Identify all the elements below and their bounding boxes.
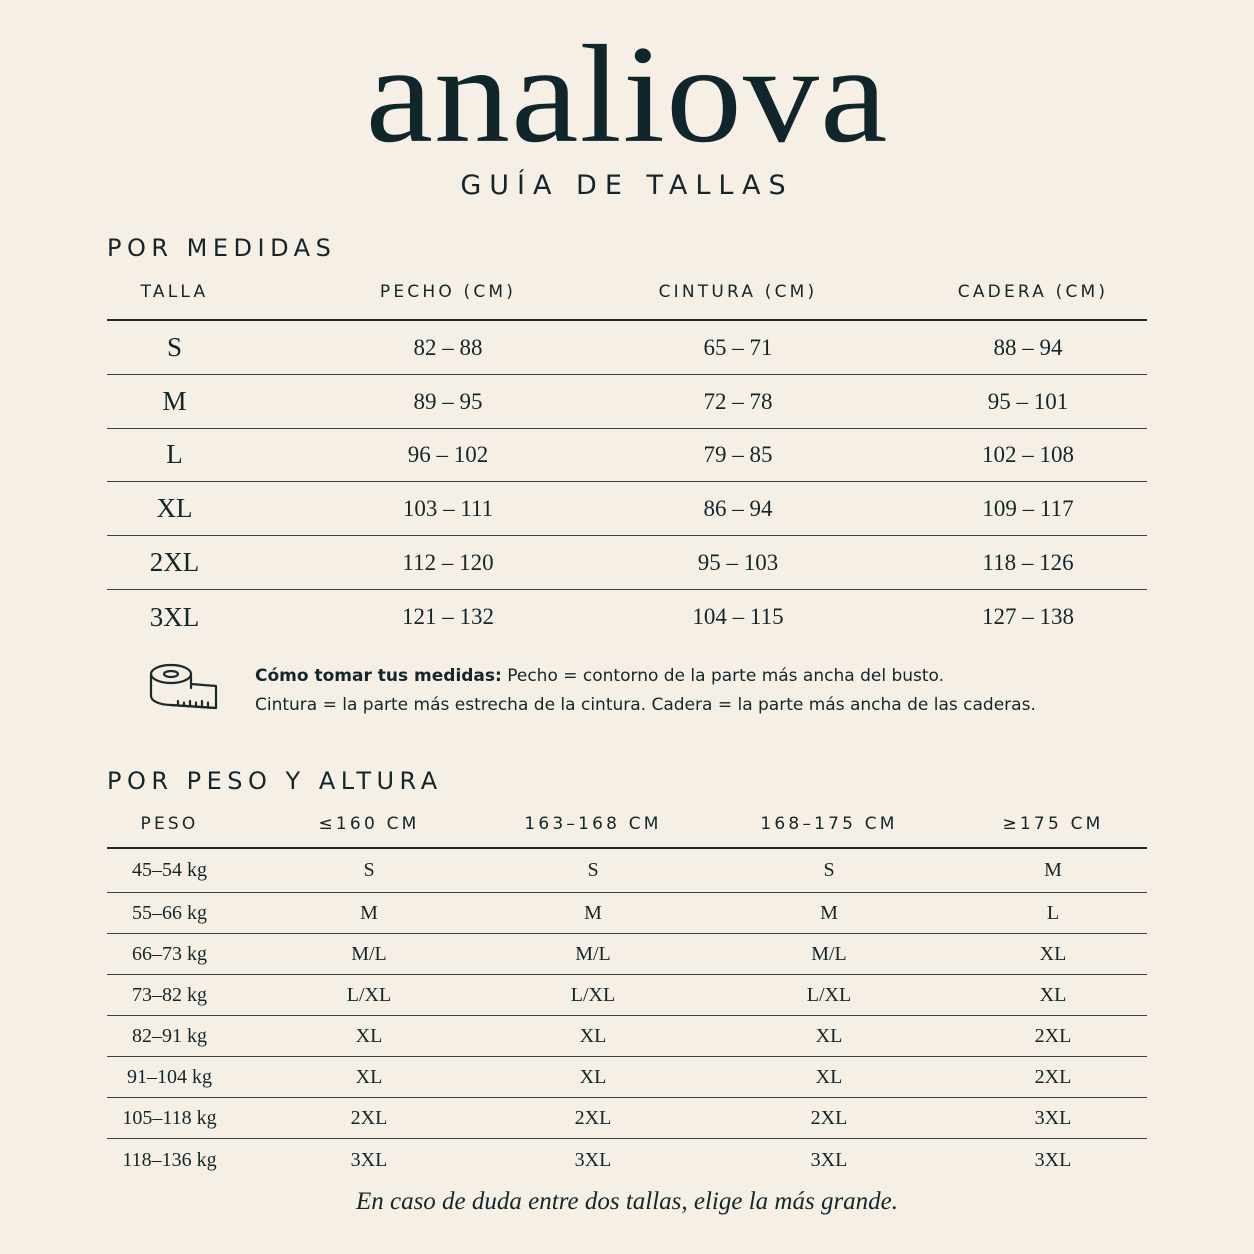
wh-header-163-168: 163–168 CM [524,814,662,834]
size-cell: 2XL [574,1106,612,1129]
size-cell: M [584,901,602,924]
measures-header-cintura: CINTURA (CM) [658,282,818,302]
size-cell: 3XL [574,1148,612,1171]
chest-cell: 96 – 102 [407,441,489,467]
table-row [107,1098,1147,1139]
waist-cell: 104 – 115 [692,604,784,629]
weight-height-section-title: POR PESO Y ALTURA [107,767,443,795]
size-cell: L/XL [346,983,392,1006]
size-cell: M [162,386,187,416]
size-cell: M [820,901,838,924]
waist-cell: 72 – 78 [703,388,773,414]
table-row [107,975,1147,1016]
measuring-instructions [255,662,1036,720]
table-row [107,482,1147,536]
hip-cell: 88 – 94 [993,334,1063,360]
size-cell: 2XL [1034,1024,1072,1047]
chest-cell: 121 – 132 [402,604,494,629]
size-cell: M/L [575,942,611,965]
size-cell: XL [156,493,193,523]
size-cell: 3XL [810,1148,848,1171]
page-title: GUÍA DE TALLAS [460,170,794,201]
instructions-heading: Cómo tomar tus medidas: [255,666,502,686]
measures-section-title: POR MEDIDAS [107,234,337,262]
size-cell: XL [815,1024,843,1047]
table-row [107,536,1147,590]
measuring-tape-icon [146,660,222,716]
chest-cell: 103 – 111 [402,495,494,521]
weight-cell: 66–73 kg [132,942,207,965]
measures-header-pecho: PECHO (CM) [379,282,517,302]
weight-cell: 82–91 kg [132,1024,207,1047]
wh-header-peso: PESO [140,814,199,834]
waist-cell: 86 – 94 [703,495,773,521]
table-row [107,934,1147,975]
size-cell: L [166,439,183,469]
size-cell: XL [579,1024,607,1047]
size-cell: S [363,859,375,881]
weight-cell: 73–82 kg [132,983,207,1006]
table-row [107,893,1147,934]
table-row [107,1016,1147,1057]
size-cell: 3XL [1034,1148,1072,1171]
size-cell: XL [355,1065,383,1088]
size-cell: 3XL [350,1148,388,1171]
wh-header-175: ≥175 CM [1002,814,1104,834]
table-row [107,375,1147,429]
footer-advice: En caso de duda entre dos tallas, elige la más grande. [355,1188,899,1215]
size-cell: M [360,901,378,924]
size-cell: S [587,859,599,881]
brand-logo: analiova [365,16,889,172]
instructions-line-2: Cintura = la parte más estrecha de la cintura. Cadera = la parte más ancha de las caderas. [255,695,1036,715]
size-cell: M [1044,859,1062,881]
weight-cell: 105–118 kg [122,1106,217,1129]
size-cell: S [823,859,835,881]
hip-cell: 109 – 117 [982,495,1074,521]
size-cell: M/L [811,942,847,965]
chest-cell: 82 – 88 [413,334,483,360]
size-cell: XL [579,1065,607,1088]
waist-cell: 79 – 85 [703,441,773,467]
measures-header-talla: TALLA [140,282,209,302]
table-row [107,428,1147,482]
weight-cell: 118–136 kg [122,1148,217,1171]
wh-header-168-175: 168–175 CM [760,814,898,834]
size-cell: XL [355,1024,383,1047]
wh-header-160: ≤160 CM [318,814,420,834]
size-cell: XL [1039,942,1067,965]
size-cell: 2XL [810,1106,848,1129]
hip-cell: 118 – 126 [982,549,1074,575]
size-cell: 3XL [149,601,200,632]
hip-cell: 95 – 101 [987,388,1069,414]
weight-cell: 45–54 kg [132,859,207,881]
size-cell: 3XL [1034,1106,1072,1129]
size-cell: XL [815,1065,843,1088]
size-cell: 2XL [1034,1065,1072,1088]
table-row [107,849,1147,893]
table-row [107,590,1147,644]
size-cell: S [166,332,183,362]
hip-cell: 127 – 138 [982,604,1074,629]
hip-cell: 102 – 108 [982,441,1074,467]
instructions-line-1: Pecho = contorno de la parte más ancha del busto. [501,666,945,686]
size-cell: 2XL [149,547,200,577]
waist-cell: 65 – 71 [703,334,773,360]
weight-height-table [107,810,1147,1182]
table-row [107,321,1147,375]
chest-cell: 89 – 95 [413,388,483,414]
size-cell: XL [1039,983,1067,1006]
table-row [107,1139,1147,1181]
chest-cell: 112 – 120 [402,549,494,575]
table-row [107,1057,1147,1098]
weight-cell: 55–66 kg [132,901,207,924]
size-cell: L/XL [570,983,616,1006]
weight-cell: 91–104 kg [127,1065,212,1088]
size-cell: L [1046,901,1060,924]
measures-table [107,278,1147,646]
size-cell: L/XL [806,983,852,1006]
waist-cell: 95 – 103 [697,549,779,575]
measures-header-cadera: CADERA (CM) [957,282,1109,302]
size-cell: 2XL [350,1106,388,1129]
size-cell: M/L [351,942,387,965]
